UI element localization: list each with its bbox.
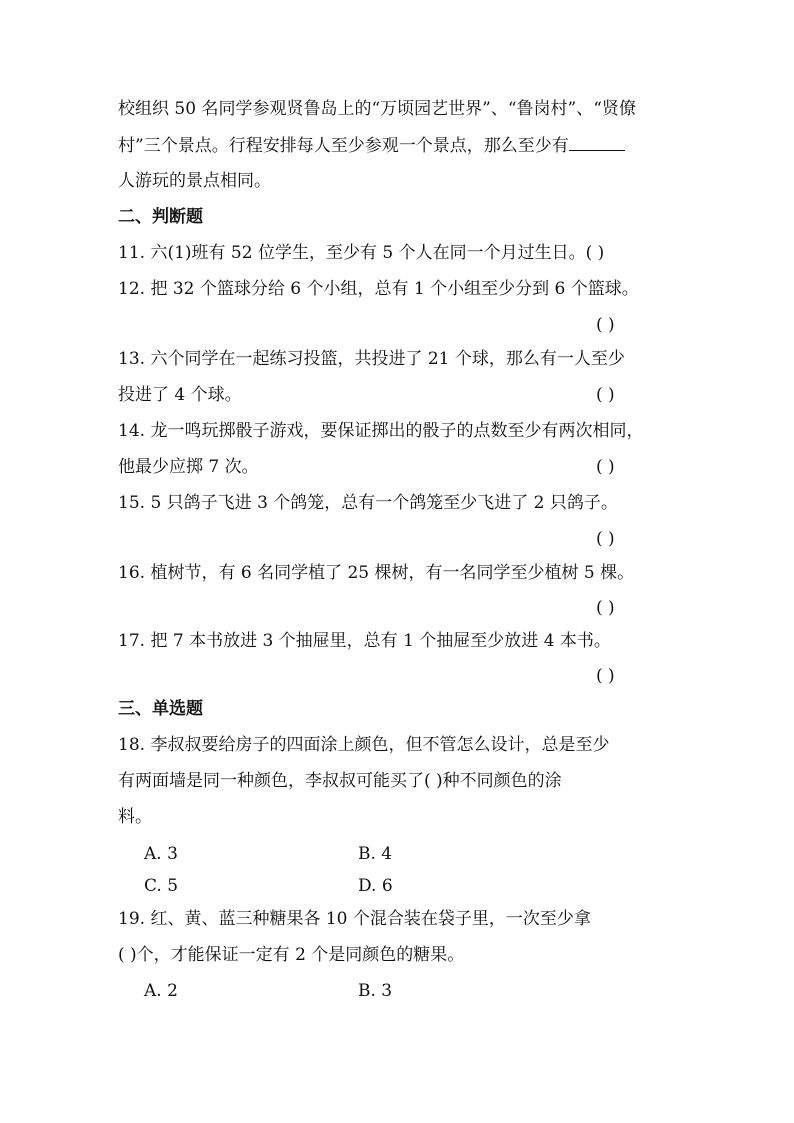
question-14-answer[interactable]: ( )	[596, 457, 615, 477]
question-18-line-3: 料。	[118, 807, 152, 827]
question-19-line-1: 19. 红、黄、蓝三种糖果各 10 个混合装在袋子里，一次至少拿	[118, 909, 591, 929]
question-12: 12. 把 32 个篮球分给 6 个小组，总有 1 个小组至少分到 6 个篮球。	[118, 279, 639, 299]
question-13-line-2: 投进了 4 个球。	[118, 385, 242, 405]
question-18-option-c[interactable]: C. 5	[144, 876, 179, 896]
question-18-option-b[interactable]: B. 4	[358, 844, 393, 864]
question-12-answer[interactable]: ( )	[596, 315, 615, 335]
question-18-line-1: 18. 李叔叔要给房子的四面涂上颜色，但不管怎么设计，总是至少	[118, 735, 610, 755]
question-18-option-d[interactable]: D. 6	[358, 876, 393, 896]
question-17-answer[interactable]: ( )	[596, 666, 615, 686]
section-2-title: 二、判断题	[118, 207, 203, 227]
answer-blank[interactable]	[569, 134, 625, 151]
question-14-line-2: 他最少应掷 7 次。	[118, 457, 259, 477]
intro-line-3: 人游玩的景点相同。	[118, 171, 271, 191]
question-13-answer[interactable]: ( )	[596, 385, 615, 405]
section-3-title: 三、单选题	[118, 699, 203, 719]
question-15: 15. 5 只鸽子飞进 3 个鸽笼，总有一个鸽笼至少飞进了 2 只鸽子。	[118, 493, 618, 513]
intro-line-2	[118, 134, 625, 157]
question-16: 16. 植树节，有 6 名同学植了 25 棵树，有一名同学至少植树 5 棵。	[118, 563, 635, 583]
question-18-line-2: 有两面墙是同一种颜色，李叔叔可能买了( )种不同颜色的涂	[118, 771, 562, 791]
question-15-answer[interactable]: ( )	[596, 529, 615, 549]
question-19-option-a[interactable]: A. 2	[144, 981, 178, 1001]
question-13-line-1: 13. 六个同学在一起练习投篮，共投进了 21 个球，那么有一人至少	[118, 349, 625, 369]
question-16-answer[interactable]: ( )	[596, 598, 615, 618]
question-18-option-a[interactable]: A. 3	[144, 844, 178, 864]
question-11: 11. 六(1)班有 52 位学生，至少有 5 个人在同一个月过生日。( )	[118, 243, 605, 263]
question-19-option-b[interactable]: B. 3	[358, 981, 393, 1001]
question-19-line-2: ( )个，才能保证一定有 2 个是同颜色的糖果。	[118, 945, 465, 965]
intro-line-1: 校组织 50 名同学参观贤鲁岛上的“万顷园艺世界”、“鲁岗村”、“贤僚	[118, 99, 636, 119]
question-17: 17. 把 7 本书放进 3 个抽屉里，总有 1 个抽屉至少放进 4 本书。	[118, 631, 611, 651]
intro-line-2-text: 村”三个景点。行程安排每人至少参观一个景点，那么至少有	[118, 136, 569, 156]
question-14-line-1: 14. 龙一鸣玩掷骰子游戏，要保证掷出的骰子的点数至少有两次相同，	[118, 421, 644, 441]
